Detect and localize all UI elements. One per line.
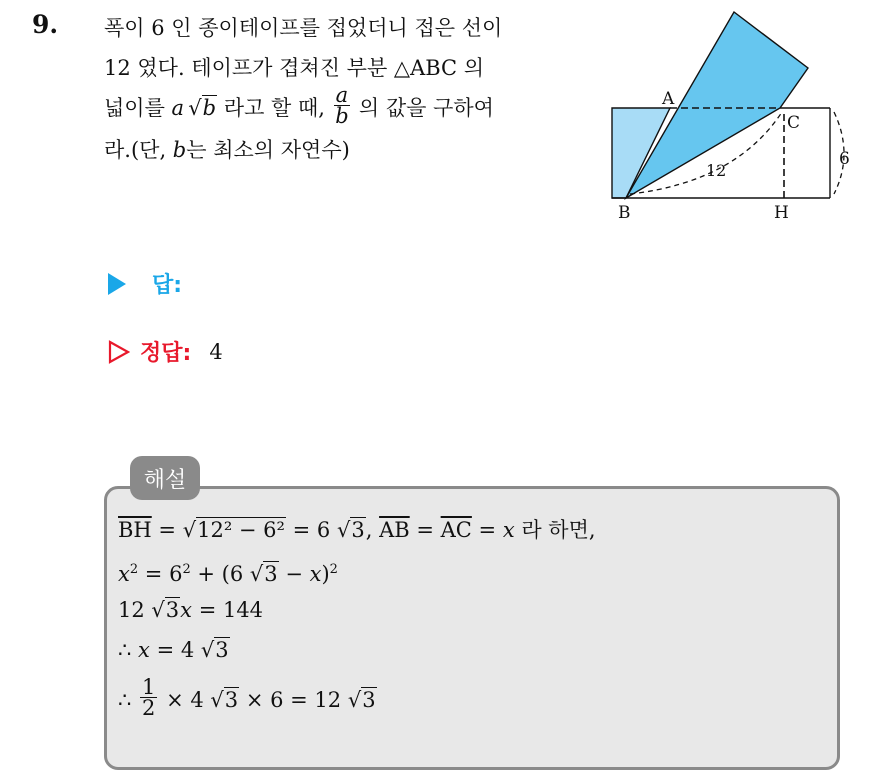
solution-line-1: [118, 510, 596, 550]
radicand: 3: [165, 598, 180, 622]
var-a: a: [171, 96, 185, 120]
math-segment: = 144: [192, 598, 264, 622]
frac-denominator: b: [335, 104, 349, 128]
sqrt-b: √b: [188, 96, 217, 120]
sqrt-3: √3: [151, 598, 180, 622]
exponent: 2: [182, 562, 191, 577]
math-segment: = 6: [285, 518, 337, 542]
var-b: b: [172, 138, 187, 162]
exponent: 2: [329, 562, 338, 577]
therefore-symbol: ∴: [118, 688, 139, 712]
math-segment: ,: [365, 518, 380, 542]
var-x: x: [138, 638, 150, 662]
solution-tab-label: 해설: [130, 456, 200, 500]
radicand: 12² − 6²: [197, 518, 285, 542]
question-number: 9.: [32, 10, 59, 39]
length-label-12: 12: [706, 161, 727, 180]
sqrt-3: √3: [336, 518, 365, 542]
solution-line-3: [118, 590, 596, 630]
text-segment: 라.(단,: [104, 138, 173, 162]
var-x: x: [118, 562, 130, 586]
solution-line-4: [118, 630, 596, 670]
math-segment: = 4: [149, 638, 201, 662]
therefore-symbol: ∴: [118, 638, 139, 662]
label-H: H: [774, 203, 789, 223]
segment-ac: $\overline{AC}$: [440, 518, 472, 542]
var-x: x: [180, 598, 193, 622]
answer-row: [108, 268, 182, 299]
var-x: x: [502, 518, 515, 542]
sqrt-expression: √12² − 6²: [182, 518, 285, 542]
question-line-4: [104, 130, 594, 170]
math-segment: 라 하면,: [514, 518, 596, 542]
math-segment: ): [321, 562, 330, 586]
exponent: 2: [129, 562, 139, 577]
question-text: [104, 8, 594, 170]
label-B: B: [618, 203, 631, 223]
var-x: x: [309, 562, 322, 586]
sqrt-3: √3: [249, 562, 278, 586]
label-A: A: [662, 89, 675, 109]
correct-answer-label: 정답:: [140, 341, 192, 366]
math-segment: + (6: [190, 562, 250, 586]
text-segment: 넓이를: [104, 96, 172, 120]
question-line-1: 폭이 6 인 종이테이프를 접었더니 접은 선이: [104, 16, 503, 40]
fraction-a-over-b: [334, 85, 351, 126]
math-segment: 12: [118, 598, 152, 622]
radicand-b: b: [202, 96, 217, 120]
solution-line-5: [118, 670, 596, 730]
segment-ab: $\overline{AB}$: [379, 518, 410, 542]
frac-numerator: 1: [142, 675, 156, 699]
label-C: C: [787, 113, 801, 133]
math-segment: =: [409, 518, 441, 542]
question-line-2: 12 였다. 테이프가 겹쳐진 부분 △ABC 의: [104, 56, 485, 80]
sqrt-3: √3: [210, 688, 239, 712]
frac-numerator: a: [335, 83, 349, 107]
radicand: 3: [264, 562, 278, 586]
answer-label: 답:: [152, 273, 183, 298]
text-segment: 라고 할 때,: [217, 96, 332, 120]
folded-tape-figure: [606, 4, 876, 234]
correct-answer-row: [108, 336, 223, 367]
math-segment: =: [471, 518, 503, 542]
text-segment: 의 값을 구하여: [352, 96, 494, 120]
solution-body: [118, 510, 596, 730]
radicand: 3: [215, 638, 229, 662]
width-label-6: 6: [839, 149, 850, 169]
math-segment: =: [151, 518, 183, 542]
outline-triangle-icon: [108, 340, 130, 364]
sqrt-3: √3: [200, 638, 229, 662]
math-segment: −: [278, 562, 310, 586]
correct-answer-value: 4: [209, 339, 223, 364]
fraction-one-half: [140, 677, 157, 718]
sqrt-3: √3: [347, 688, 376, 712]
question-line-3: [104, 83, 594, 130]
math-segment: × 6 = 12: [239, 688, 348, 712]
segment-bh: $\overline{BH}$: [118, 518, 152, 542]
math-segment: = 6: [138, 562, 183, 586]
text-segment: 는 최소의 자연수): [186, 138, 350, 162]
frac-denominator: 2: [142, 696, 156, 720]
radicand: 3: [362, 688, 376, 712]
math-segment: × 4: [159, 688, 211, 712]
radicand: 3: [351, 518, 365, 542]
play-triangle-icon: [108, 273, 126, 295]
radicand: 3: [224, 688, 239, 712]
solution-line-2: [118, 550, 596, 590]
